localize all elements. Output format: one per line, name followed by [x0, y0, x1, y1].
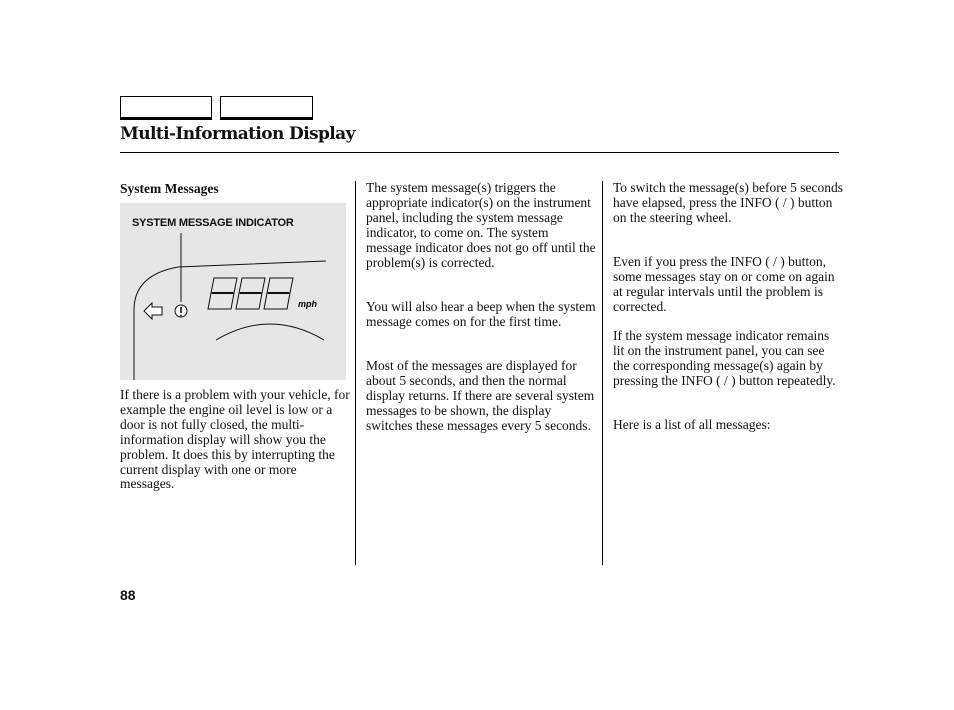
title-divider: [120, 152, 839, 153]
paragraph-right-1: To switch the message(s) before 5 seconds have elapsed, press the INFO ( / ) button on the steering wheel.: [613, 180, 843, 225]
figure-label: SYSTEM MESSAGE INDICATOR: [132, 217, 294, 229]
page-title: Multi-Information Display: [120, 124, 355, 144]
page-number: 88: [120, 587, 136, 603]
system-message-indicator-figure: [120, 203, 346, 380]
column-divider-2: [602, 181, 603, 565]
unit-label: mph: [298, 299, 317, 309]
left-arrow-icon: [144, 303, 162, 319]
paragraph-middle-2: You will also hear a beep when the system message comes on for the first time.: [366, 299, 596, 329]
seven-segment-digit-icon: [208, 278, 293, 309]
paragraph-middle-3: Most of the messages are displayed for about 5 seconds, and then the normal display returns. If there are several system messages to be shown, the display switches these messages every 5 seconds.: [366, 358, 595, 433]
instrument-panel-illustration: [120, 203, 346, 380]
paragraph-middle-1: The system message(s) triggers the appropriate indicator(s) on the instrument panel, including the system message indicator, to come on. The system message indicator does not go off until the problem(s) is corrected.: [366, 180, 596, 270]
paragraph-right-3: If the system message indicator remains lit on the instrument panel, you can see the corresponding message(s) again by pressing the INFO ( / ) button repeatedly.: [613, 328, 836, 388]
section-heading: System Messages: [120, 181, 219, 196]
table-of-contents-button[interactable]: [120, 96, 212, 120]
paragraph-right-4: Here is a list of all messages:: [613, 417, 771, 432]
system-message-indicator-icon: [175, 305, 187, 317]
index-button[interactable]: [220, 96, 313, 120]
column-divider-1: [355, 181, 356, 565]
paragraph-right-2: Even if you press the INFO ( / ) button, some messages stay on or come on again at regular intervals until the problem is corrected.: [613, 254, 835, 314]
paragraph-left-1: If there is a problem with your vehicle, for example the engine oil level is low or a door is not fully closed, the multi-information display will show you the problem. It does this by interrupting the current display with one or more messages.: [120, 387, 350, 492]
